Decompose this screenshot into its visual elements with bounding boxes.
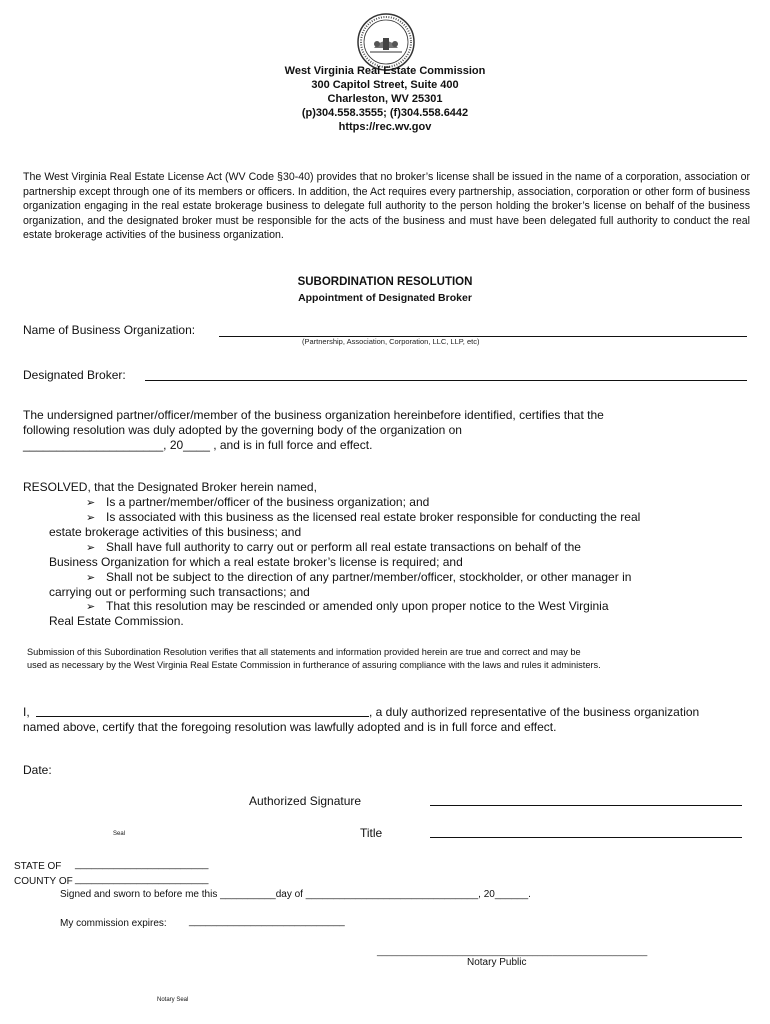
- submission-note-line2: used as necessary by the West Virginia Real Estate Commission in furtherance of assuring compliance with the laws and rules it administers.: [27, 660, 601, 670]
- resolved-item-4: [86, 570, 631, 586]
- arrow-bullet-icon: ➢: [86, 512, 96, 524]
- commission-address-line1: 300 Capitol Street, Suite 400: [311, 79, 459, 91]
- arrow-bullet-icon: ➢: [86, 572, 96, 584]
- resolved-item-5-cont: Real Estate Commission.: [49, 614, 184, 628]
- date-label: Date:: [23, 763, 52, 777]
- commission-expires-label: My commission expires:: [60, 918, 167, 929]
- commission-address-line2: Charleston, WV 25301: [327, 93, 443, 105]
- cert-date-line[interactable]: _____________________, 20____ , and is in full force and effect.: [23, 438, 373, 452]
- resolved-item-5: [86, 599, 609, 615]
- authorized-signature-field[interactable]: [430, 793, 742, 806]
- seal-label: Seal: [113, 831, 126, 837]
- county-of-label: COUNTY OF: [14, 876, 73, 887]
- document-title: SUBORDINATION RESOLUTION: [297, 276, 473, 288]
- commission-website: https://rec.wv.gov: [338, 121, 432, 133]
- notary-signature-field[interactable]: ______________________________________________________: [377, 946, 648, 956]
- title-field[interactable]: [430, 825, 742, 838]
- title-label: Title: [360, 826, 383, 840]
- submission-note-line1: Submission of this Subordination Resolution verifies that all statements and information provided herein are true and correct and may be: [27, 647, 581, 657]
- representative-name-field[interactable]: [36, 703, 369, 717]
- state-of-label: STATE OF: [14, 861, 62, 872]
- arrow-bullet-icon: ➢: [86, 601, 96, 613]
- resolved-item-2-text: Is associated with this business as the licensed real estate broker responsible for conducting the real: [106, 510, 641, 524]
- resolved-item-4-text: Shall not be subject to the direction of any partner/member/officer, stockholder, or other manager in: [106, 570, 632, 584]
- org-name-field[interactable]: [219, 322, 747, 337]
- arrow-bullet-icon: ➢: [86, 497, 96, 509]
- commission-expires-field[interactable]: ____________________________: [189, 916, 345, 927]
- arrow-bullet-icon: ➢: [86, 542, 96, 554]
- state-of-field[interactable]: ________________________: [75, 859, 209, 870]
- resolved-item-2-cont: estate brokerage activities of this business; and: [49, 525, 302, 539]
- resolved-item-3-cont: Business Organization for which a real estate broker’s license is required; and: [49, 555, 463, 569]
- designated-broker-field[interactable]: [145, 366, 747, 381]
- commission-header: [0, 64, 770, 134]
- resolved-item-4-cont: carrying out or performing such transactions; and: [49, 585, 310, 599]
- wv-state-seal-logo: [356, 12, 416, 72]
- cert-line2: following resolution was duly adopted by the governing body of the organization on: [23, 423, 462, 437]
- resolved-item-3-text: Shall have full authority to carry out or perform all real estate transactions on behalf of the: [106, 540, 581, 554]
- resolved-item-2: [86, 510, 640, 526]
- commission-name: West Virginia Real Estate Commission: [284, 65, 486, 77]
- org-name-label: Name of Business Organization:: [23, 323, 196, 337]
- attest-line1-rest: , a duly authorized representative of the business organization: [369, 705, 700, 719]
- attest-line2: named above, certify that the foregoing resolution was lawfully adopted and is in full force and effect.: [23, 720, 557, 734]
- notary-seal-label: Notary Seal: [157, 997, 189, 1003]
- resolved-intro: RESOLVED, that the Designated Broker herein named,: [23, 480, 317, 494]
- resolved-item-1: [86, 495, 429, 511]
- authorized-signature-label: Authorized Signature: [249, 794, 362, 808]
- attest-i: I,: [23, 705, 30, 719]
- resolved-item-5-text: That this resolution may be rescinded or amended only upon proper notice to the West Virginia: [106, 599, 609, 613]
- notary-public-label: Notary Public: [467, 957, 527, 968]
- resolved-item-3: [86, 540, 581, 556]
- commission-phones: (p)304.558.3555; (f)304.558.6442: [301, 107, 469, 119]
- cert-line1: The undersigned partner/officer/member of the business organization hereinbefore identified, certifies that the: [23, 408, 604, 422]
- org-type-hint: (Partnership, Association, Corporation, LLC, LLP, etc): [302, 337, 480, 346]
- resolved-item-1-text: Is a partner/member/officer of the business organization; and: [106, 495, 430, 509]
- designated-broker-label: Designated Broker:: [23, 368, 126, 382]
- intro-paragraph: The West Virginia Real Estate License Act (WV Code §30-40) provides that no broker’s license shall be issued in the name of a corporation, association or partnership except through one of its members or officers. In addition, the Act requires every partnership, association, corporation or other form of business organization engaging in the real estate brokerage business to delegate full authority to the person holding the broker’s license on behalf of the business organization, and the designated broker must be responsible for the acts of the business and must have been delegated full authority to conduct the real estate brokerage activities of the business organization.: [23, 171, 750, 241]
- sworn-statement[interactable]: Signed and sworn to before me this __________day of _______________________________, 20______.: [60, 889, 531, 900]
- document-subtitle: Appointment of Designated Broker: [298, 292, 472, 304]
- county-of-field[interactable]: ________________________: [75, 874, 209, 885]
